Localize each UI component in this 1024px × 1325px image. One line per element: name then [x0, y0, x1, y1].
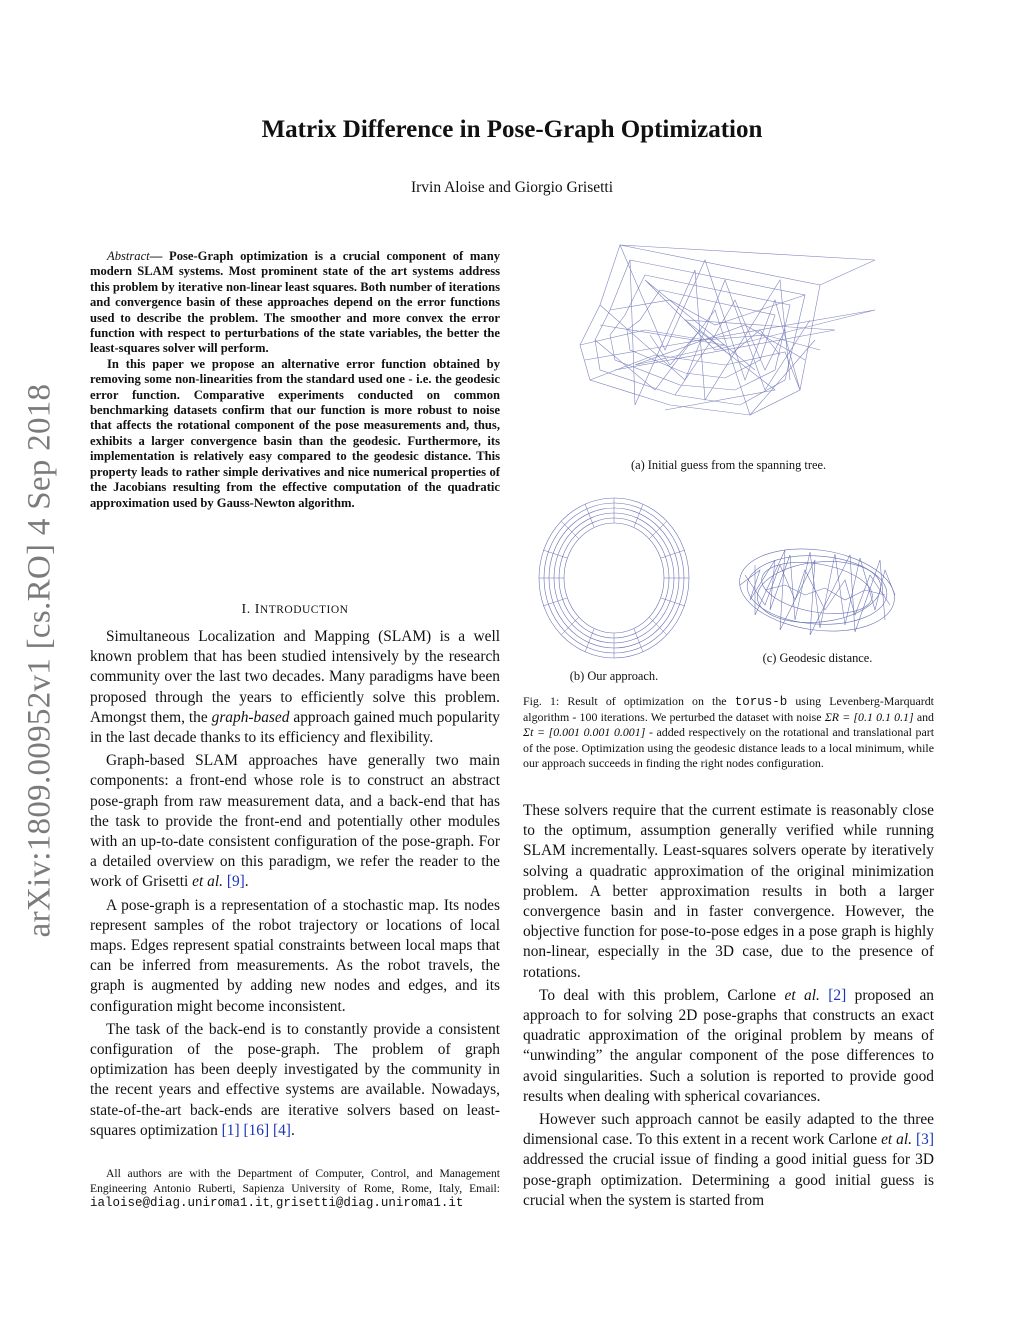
figure-b-our-approach [537, 496, 691, 661]
figcap-prefix: Fig. 1: Result of optimization on the [523, 694, 735, 708]
citation-link[interactable]: [1] [221, 1121, 240, 1139]
author-footnote [90, 1167, 500, 1211]
abstract-label: Abstract [107, 249, 150, 263]
arxiv-id: arXiv:1809.00952v1 [cs.RO] 4 Sep 2018 [21, 383, 58, 937]
sigma-t: Σt = [0.001 0.001 0.001] [523, 725, 646, 740]
figure-a-initial-guess [575, 240, 895, 455]
intro-p2-em: et al. [192, 873, 223, 891]
section-rest: NTRODUCTION [259, 604, 349, 616]
abstract-paragraph-2: In this paper we propose an alternative error function obtained by removing some non-linearities from the standard used one - i.e. the geodesic error function. Comparative experiments conducted on common benchmarking datasets confirm that our function is more robust to noise that affects the rotational component of the pose measurements and, thus, exhibits a larger convergence basin than the geodesic. Furthermore, its implementation is relatively easy compared to the geodesic distance. This property leads to rather simple derivatives and nice numerical properties of the Jacobians resulting from the effective computation of the quadratic approximation used by Gauss-Newton algorithm. [90, 356, 500, 510]
citation-link[interactable]: [3] [916, 1131, 934, 1149]
email-link[interactable]: ialoise@diag.uniroma1.it [90, 1196, 271, 1210]
intro-p2-end: . [244, 873, 249, 891]
figcap-text1: using Levenberg-Marquardt algorithm - 100 iterations. We perturbed the dataset with noise [523, 694, 934, 725]
right-p2-b: proposed an approach to for solving 2D pose-graphs that constructs an exact quadratic approximation of the original problem by means of “unwinding” the angular component of the pose differences to avoid singularities. Such a solution is reported to provide good results when dealing with spherical covariances. [523, 986, 934, 1105]
arxiv-sidebar-stamp [20, 365, 60, 955]
abstract-text-1: Pose-Graph optimization is a crucial component of many modern SLAM systems. Most prominent state of the art systems address this problem by iterative non-linear least squares. Both number of iterations and convergence basin of these approaches depend on the error functions used to describe the problem. The smoother and more convex the error function with respect to perturbations of the state variables, the better the least-squares solver will perform. [90, 249, 500, 356]
intro-paragraph-4 [90, 1020, 500, 1141]
email-link[interactable]: grisetti@diag.uniroma1.it [275, 1196, 464, 1210]
footnote-sep: , [270, 1196, 276, 1209]
citation-link[interactable]: [2] [828, 986, 847, 1004]
caption-b: (b) Our approach. [569, 669, 659, 683]
section-numeral: I. [241, 602, 255, 617]
figure-b-spokes [539, 498, 689, 658]
caption-a: (a) Initial guess from the spanning tree. [630, 458, 827, 472]
paper-authors: Irvin Aloise and Giorgio Grisetti [410, 179, 614, 196]
abstract-paragraph-1 [90, 249, 500, 357]
figure-c-torus [735, 540, 900, 640]
abstract [90, 249, 500, 511]
figcap-text2: - added respectively on the rotational and translational part of the pose. Optimization using the geodesic distance leads to a local minimum, while our approach succeeds in finding the right nodes configuration. [523, 725, 934, 770]
intro-p1-em: graph-based [211, 708, 290, 726]
right-paragraph-1: These solvers require that the current estimate is reasonably close to the optimum, assumption generally verified while running SLAM incrementally. Least-squares solvers operate by iteratively solving a quadratic approximation of the original minimization problem. A better approximation results in both a larger convergence basin and in faster convergence. However, the objective function for pose-to-pose edges in a pose graph is highly non-linear, especially in the 3D case, due to the presence of rotations. [523, 802, 934, 981]
left-column-body [90, 627, 500, 1144]
intro-p1-text: Simultaneous Localization and Mapping (SLAM) is a well known problem that has been studied intensively by the research community over the last two decades. Many paradigms have been proposed through the years to efficiently solve this problem. Amongst them, the [90, 628, 500, 726]
intro-paragraph-2 [90, 751, 500, 892]
right-paragraph-3 [523, 1110, 934, 1211]
figure-c-geodesic-distance [735, 540, 900, 640]
intro-p1-end: approach gained much popularity in the last decade thanks to its efficiency and flexibility. [90, 708, 500, 747]
intro-p2-text: Graph-based SLAM approaches have generally two main components: a front-end whose role is to construct an abstract pose-graph from raw measurement data, and a back-end that has the task to provide the front-end and potentially other modules with an up-to-date consistent configuration of the pose-graph. For a detailed overview on this paradigm, we refer the reader to the work of Grisetti [90, 752, 500, 891]
section-initial: I [254, 602, 260, 617]
intro-paragraph-1 [90, 627, 500, 748]
intro-p4-text: The task of the back-end is to constantly provide a consistent configuration of the pose-graph. The problem of graph optimization has been deeply investigated by the community in the recent years and effective systems are available. Nowadays, state-of-the-art back-ends are iterative solvers based on least-squares optimization [90, 1020, 500, 1139]
intro-paragraph-3: A pose-graph is a representation of a stochastic map. Its nodes represent samples of the robot trajectory or locations of local maps. Edges represent spatial constraints between local maps that can be inferred from measurements. As the robot travels, the graph is augmented by adding new nodes and edges, and its configuration might become inconsistent. [90, 896, 500, 1015]
right-p2-a: To deal with this problem, Carlone [539, 986, 785, 1004]
footnote-paragraph [90, 1167, 500, 1211]
right-p3-b: addressed the crucial issue of finding a good initial guess for 3D pose-graph optimization. Determining a good initial guess is crucial when the system is started from [523, 1151, 934, 1209]
right-p3-em: et al. [881, 1131, 913, 1149]
figcap-and: and [913, 710, 934, 725]
dataset-name: torus-b [734, 695, 788, 709]
right-p3-a: However such approach cannot be easily adapted to the three dimensional case. To this extent in a recent work Carlone [523, 1111, 934, 1149]
figure-caption [523, 694, 934, 771]
citation-link[interactable]: [16] [243, 1121, 270, 1139]
intro-p4-end: . [290, 1121, 295, 1139]
section-heading-introduction [90, 602, 500, 618]
footnote-text: All authors are with the Department of Computer, Control, and Management Engineering Antonio Ruberti, Sapienza University of Rome, Rome, Italy, Email: [90, 1167, 500, 1195]
sigma-r: ΣR = [0.1 0.1 0.1] [824, 710, 914, 725]
citation-link[interactable]: [9] [226, 873, 245, 891]
abstract-dash: — [149, 249, 169, 263]
right-column-body [523, 801, 934, 1214]
caption-c: (c) Geodesic distance. [762, 651, 873, 665]
right-paragraph-2 [523, 986, 934, 1107]
citation-link[interactable]: [4] [272, 1121, 291, 1139]
figure-a-graph-lines [580, 245, 875, 415]
paper-title: Matrix Difference in Pose-Graph Optimization [261, 116, 763, 143]
right-p2-em: et al. [784, 986, 820, 1004]
